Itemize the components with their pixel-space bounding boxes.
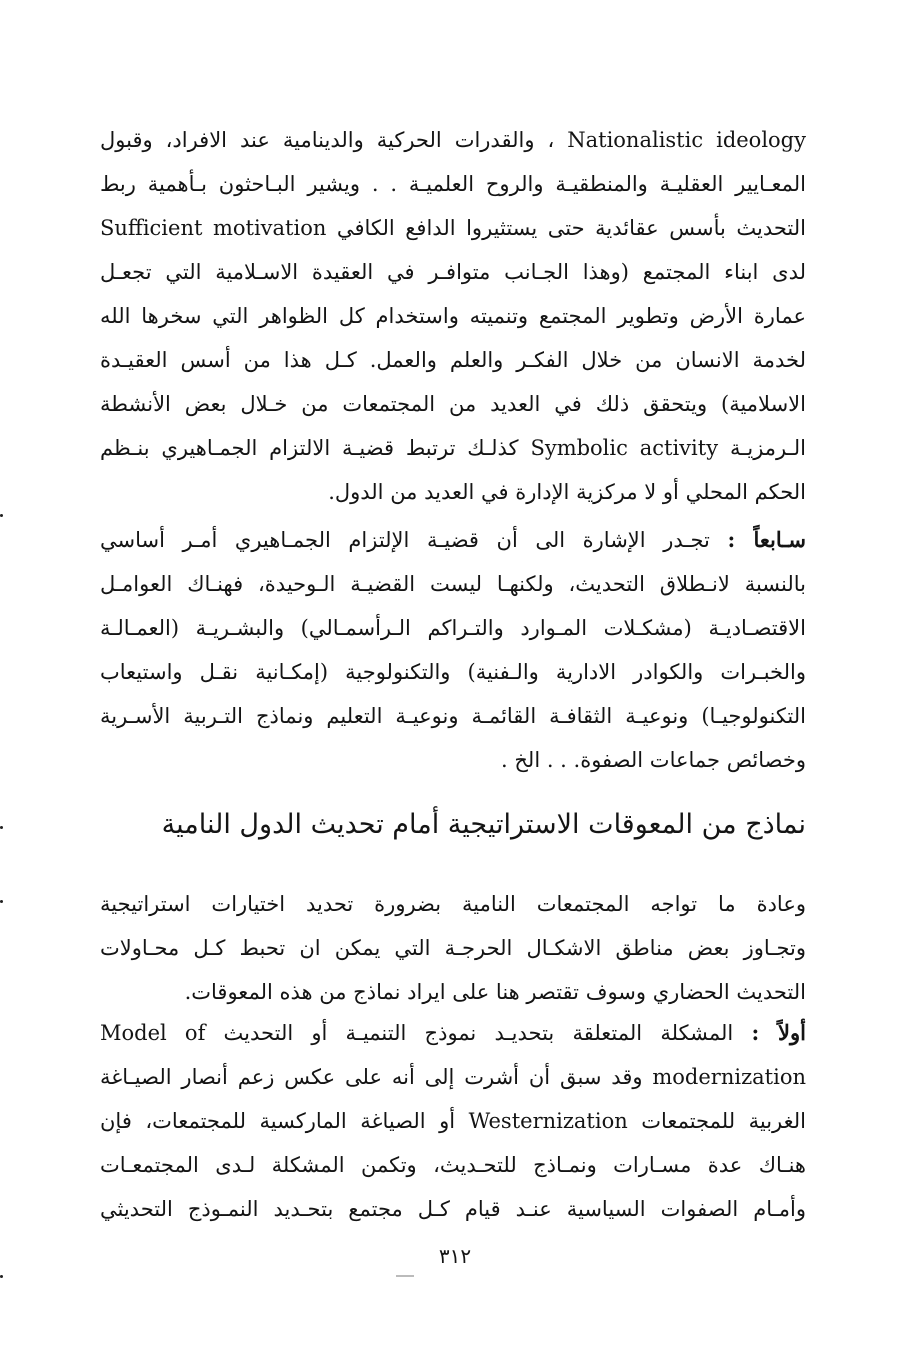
text-line: التحديث بأسس عقائدية حتى يستثيروا الدافع الكافي Sufficient motivation: [100, 216, 806, 240]
paragraph-4: [100, 1011, 806, 1231]
paragraph-1: [100, 118, 806, 514]
text-line: الغربية للمجتمعات Westernization أو الصياغة الماركسية للمجتمعات، فإن: [100, 1109, 806, 1133]
text-line: [100, 518, 806, 562]
paragraph-lead: سـابعاً :: [727, 527, 806, 552]
scan-artifact: [0, 1275, 3, 1278]
scan-artifact: [0, 900, 3, 903]
text-line: Nationalistic ideology ، والقدرات الحركية والدينامية عند الافراد، وقبول: [100, 128, 806, 152]
text-line: وعادة ما تواجه المجتمعات النامية بضرورة تحديد اختيارات استراتيجية: [100, 892, 806, 916]
scan-artifact: [0, 514, 3, 517]
text-line: الـرمزيـة Symbolic activity كذلـك ترتبط قضيـة الالتزام الجمـاهيري بنـظم: [100, 436, 806, 460]
text-line: وتجـاوز بعض مناطق الاشكـال الحرجـة التي يمكن ان تحبط كـل محـاولات: [100, 936, 806, 960]
section-heading: نماذج من المعوقات الاستراتيجية أمام تحديث الدول النامية: [161, 809, 806, 840]
text-line: عمارة الأرض وتطوير المجتمع وتنميته واستخدام كل الظواهر التي سخرها الله: [100, 304, 806, 328]
text-line: الاقتصـاديـة (مشكـلات المـوارد والتـراكم الـرأسمـالي) والبشـريـة (العمـالـة: [100, 616, 806, 640]
text-line: هنـاك عدة مسـارات ونمـاذج للتحـديث، وتكمن المشكلة لـدى المجتمعـات: [100, 1153, 806, 1177]
scan-artifact: [396, 1275, 414, 1277]
paragraph-3: [100, 882, 806, 1014]
text-line: المعـايير العقليـة والمنطقيـة والروح العلميـة . . ويشير البـاحثون بـأهمية ربط: [100, 172, 806, 196]
text-line-body: تجـدر الإشارة الى أن قضيـة الإلتزام الجمـاهيري أمـر أساسي: [100, 528, 710, 552]
text-line: الاسلامية) ويتحقق ذلك في العديد من المجتمعات من خـلال بعض الأنشطة: [100, 392, 806, 416]
text-line: بالنسبة لانـطلاق التحديث، ولكنهـا ليست القضيـة الـوحيدة، فهنـاك العوامـل: [100, 572, 806, 596]
text-line: [100, 1011, 806, 1055]
text-line: وأمـام الصفوات السياسية عنـد قيام كـل مجتمع بتحـديد النمـوذج التحديثي: [100, 1197, 806, 1221]
text-line: لخدمة الانسان من خلال الفكـر والعلم والعمل. كـل هذا من أسس العقيـدة: [100, 348, 806, 372]
scan-artifact: [0, 826, 3, 829]
page-number: ٣١٢: [438, 1244, 472, 1268]
text-line: لدى ابناء المجتمع (وهذا الجـانب متوافـر في العقيدة الاسـلامية التي تجعـل: [100, 260, 806, 284]
text-line: وخصائص جماعات الصفوة. . . الخ .: [501, 748, 806, 772]
text-line: التكنولوجيـا) ونوعيـة الثقافـة القائمـة ونوعيـة التعليم ونماذج التـربية الأسـرية: [100, 704, 806, 728]
text-line: الحكم المحلي أو لا مركزية الإدارة في العديد من الدول.: [328, 480, 806, 504]
text-line-body: المشكلة المتعلقة بتحديـد نموذج التنميـة أو التحديث Model of: [100, 1021, 734, 1045]
paragraph-lead: أولاً :: [751, 1020, 806, 1045]
text-line: والخبـرات والكوادر الادارية والـفنية) والتكنولوجية (إمكـانية نقـل واستيعاب: [100, 660, 806, 684]
text-line: modernization وقد سبق أن أشرت إلى أنه على عكس زعم أنصار الصيـاغة: [100, 1065, 806, 1089]
text-line: التحديث الحضاري وسوف تقتصر هنا على ايراد نماذج من هذه المعوقات.: [184, 980, 806, 1004]
paragraph-2: [100, 518, 806, 782]
